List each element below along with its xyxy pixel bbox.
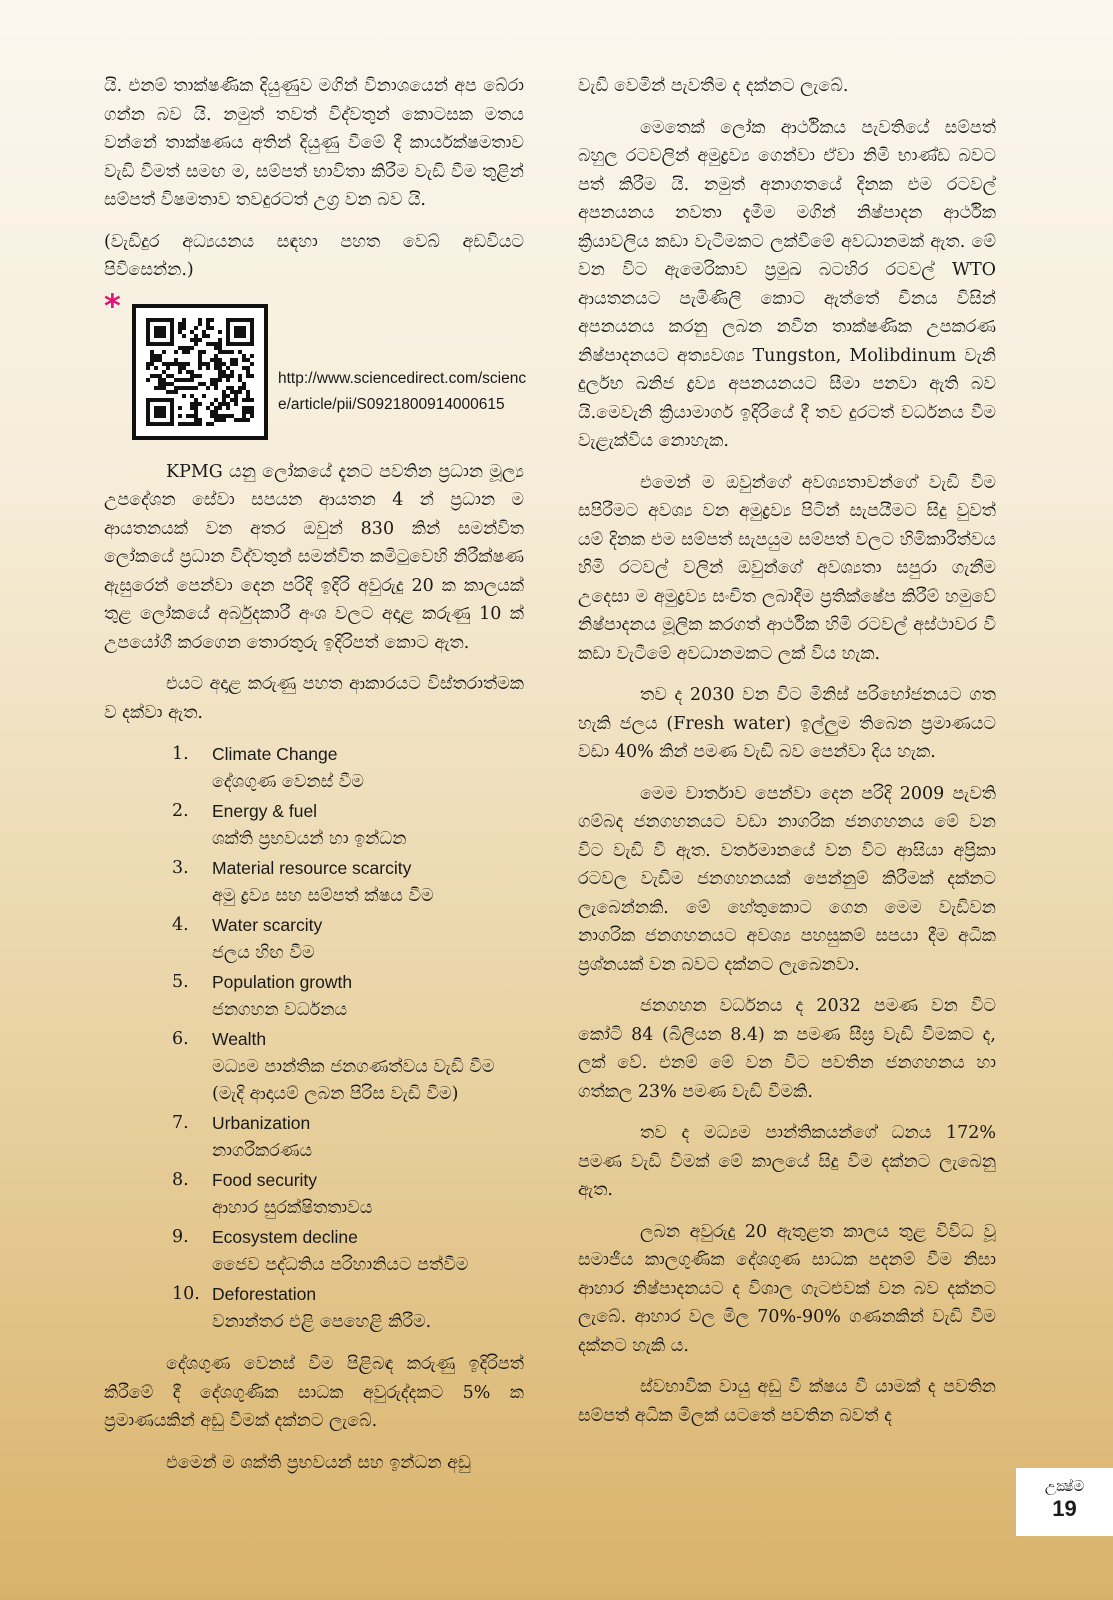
list-item xyxy=(104,968,524,1024)
list-item xyxy=(104,740,524,796)
list-number: 1. xyxy=(172,744,189,764)
list-item-sinhala: ආහාර සුරක්ෂිතතාවය xyxy=(212,1198,373,1218)
paragraph: වැඩි වෙමින් පැවතීම ද දක්නට ලැබේ. xyxy=(578,76,849,96)
paragraph-reference-note: (වැඩිදුර අධ්‍යයනය සඳහා පහත වෙබ් අඩවියට පිවිසෙන්න.) xyxy=(104,231,524,280)
paragraph: ජනගහන වර්ධනය ද 2032 පමණ වන විට කෝටි 84 (බිලියන 8.4) ක පමණ සීඝ්‍ර වැඩි වීමකට ද, ලක් වේ. එනම් මේ වන විට පවතින ජනගහනය හා ගත්කල 23% පමණ වැඩි වීමකි. xyxy=(578,996,996,1102)
list-item xyxy=(104,1109,524,1165)
paragraph: තව ද මධ්‍යම පාන්තිකයන්ගේ ධනය 172% පමණ වැඩි වීමක් මේ කාලයේ සිදු වීම දක්නට ලැබෙනු ඇත. xyxy=(578,1123,996,1200)
list-item-sinhala: ශක්ති ප්‍රභවයන් හා ඉන්ධන xyxy=(212,829,407,849)
magazine-logo: උක්‍ෂ්ම xyxy=(1044,1477,1085,1495)
page-number-badge xyxy=(1016,1468,1113,1536)
qr-reference xyxy=(104,286,527,446)
list-item xyxy=(104,1025,524,1108)
list-item-english: Urbanization xyxy=(212,1113,311,1133)
list-number: 7. xyxy=(172,1113,189,1133)
list-number: 4. xyxy=(172,915,189,935)
paragraph: එමෙන් ම ශක්ති ප්‍රභවයන් සහ ඉන්ධන අඩු xyxy=(166,1452,471,1473)
list-number: 5. xyxy=(172,972,189,992)
list-item-english: Food security xyxy=(212,1170,318,1190)
factor-list xyxy=(104,740,524,1336)
list-number: 10. xyxy=(172,1284,200,1304)
asterisk-icon: * xyxy=(104,286,121,325)
paragraph: මෙතෙක් ලෝක ආර්ථිකය පැවතියේ සම්පත් බහුල රටවලින් අමුද්‍රව්‍ය ගෙන්වා ඒවා නිමි භාණ්ඩ බවට පත් කිරීම යි. නමුත් අනාගතයේ දිනක එම රටවල් අපනයනය නවතා දැමීම මගින් නිෂ්පාදන ආර්ථික ක්‍රියාවලිය කඩා වැටීමකට ලක්වීමේ අවධානමක් ඇත. මේ වන විට ඇමෙරිකාව ප්‍රමුඛ බටහිර රටවල් WTO ආයතනයට පැමිණිලි කොට ඇත්තේ චීනය විසින් අපනයනය කරනු ලබන නවීන තාක්ෂණික උපකරණ නිෂ්පාදනයට අත්‍යවශ්‍ය Tungston, Molibdinum වැනි දුර්ලභ ඛනිජ ද්‍රව්‍ය අපනයනයට සීමා පනවා ඇති බව යි.මෙවැනි ක්‍රියාමාර්ග ඉදිරියේ දී තව දුරටත් වර්ධනය වීම වැළැක්විය නොහැක. xyxy=(578,117,996,451)
list-number: 3. xyxy=(172,858,189,878)
list-number: 8. xyxy=(172,1170,189,1190)
list-item xyxy=(104,1166,524,1222)
list-item-sinhala: මධ්‍යම පාන්තික ජනගණත්වය වැඩි වීම (මැදි ආදායම් ලබන පිරිස වැඩි වීම) xyxy=(212,1057,495,1104)
list-item-english: Population growth xyxy=(212,972,353,992)
paragraph: මෙම වාර්තාව පෙන්වා දෙන පරිදි 2009 පැවති ගම්බද ජනගහනයට වඩා නාගරික ජනගහනය මේ වන විට වැඩි වී ඇත. වර්තමානයේ වන විට ආසියා අප්‍රිකා රටවල වැඩිම ජනගහනයක් පෙන්නුම් කිරීමක් දක්නට ලැබෙන්නකි. මේ හේතුකොට ගෙන මෙම වැඩිවන නාගරික ජනගහනයට අවශ්‍ය පහසුකම් සපයා දීම අධික ප්‍රශ්නයක් වන බවට දක්නට ලැබෙනවා. xyxy=(578,783,996,975)
list-item xyxy=(104,911,524,967)
list-item-sinhala: ජනගහන වර්ධනය xyxy=(212,1000,348,1020)
list-item xyxy=(104,797,524,853)
list-item-english: Wealth xyxy=(212,1029,267,1049)
list-item xyxy=(104,1280,524,1336)
list-item-sinhala: නාගරීකරණය xyxy=(212,1141,313,1161)
paragraph: ලබන අවුරුදු 20 ඇතුළත කාලය තුළ විවිධ වූ සමාජීය කාලගුණික දේශගුණ සාධක පදනම් වීම නිසා ආහාර නිෂ්පාදනයට ද විශාල ගැටළුවක් වන බව දක්නට ලැබේ. ආහාර වල මිල 70%-90% ගණනකින් වැඩි වීම දක්නට හැකි ය. xyxy=(578,1221,996,1356)
list-item-english: Deforestation xyxy=(212,1284,317,1304)
page-number: 19 xyxy=(1052,1496,1077,1521)
list-number: 2. xyxy=(172,801,189,821)
list-item-english: Material resource scarcity xyxy=(212,858,412,878)
paragraph: දේශගුණ වෙනස් වීම පිළිබඳ කරුණු ඉදිරිපත් කිරීමේ දී දේශගුණික සාධක අවුරුද්දකට 5% ක ප්‍රමාණයකින් අඩු වීමක් දක්නට ලැබේ. xyxy=(104,1354,524,1431)
list-item xyxy=(104,1223,524,1279)
list-item-english: Climate Change xyxy=(212,744,338,764)
left-column xyxy=(104,72,527,1490)
list-item-sinhala: අමු ද්‍රව්‍ය සහ සම්පත් ක්ෂය වීම xyxy=(212,886,434,906)
list-item-sinhala: වනාන්තර එළි පෙහෙළි කිරීම. xyxy=(212,1312,432,1332)
list-number: 9. xyxy=(172,1227,189,1247)
paragraph: එමෙන් ම ඔවුන්ගේ අවශ්‍යතාවන්ගේ වැඩි වීම සපිරීමට අවශ්‍ය වන අමුද්‍රව්‍ය පිටින් සැපයීමට සිදු වුවත් යම් දිනක එම සම්පත් සැපයුම සම්පත් වලට හිමිකාරීත්වය හිමි රටවල් වලින් ඔවුන්ගේ අවශ්‍යතා සපුරා ගැනීම උදෙසා ම අමුද්‍රව්‍ය සංචිත ලබාදීම ප්‍රතික්ෂේප කිරීම් හමුවේ නිෂ්පාදනය මූලික කරගත් ආර්ථික හිමි රටවල් අස්ථාවර වී කඩා වැටීමේ අවධානමකට ලක් විය හැක. xyxy=(578,472,996,664)
paragraph: KPMG යනු ලෝකයේ දැනට පවතින ප්‍රධාන මූල්‍ය උපදේශන සේවා සපයන ආයතන 4 න් ප්‍රධාන ම ආයතනයක් වන අතර ඔවුන් 830 කින් සමන්විත ලෝකයේ ප්‍රධාන විද්වතුන් සමන්විත කමිටුවෙහි නිරීක්ෂණ ඇසුරෙන් පෙන්වා දෙන පරිදි ඉදිරි අවුරුදු 20 ක කාලයක් තුළ ලෝකයේ අර්බුදකාරී අංශ වලට අදාළ කරුණු 10 ක් උපයෝගී කරගෙන තොරතුරු ඉදිරිපත් කොට ඇත. xyxy=(104,461,524,653)
list-item-sinhala: ජෛව පද්ධතිය පරිහානියට පත්වීම xyxy=(212,1255,469,1275)
list-item-sinhala: දේශගුණ වෙනස් වීම xyxy=(212,772,364,792)
paragraph: යි. එනම් තාක්ෂණික දියුණුව මගින් විනාශයෙන් අප බේරා ගන්න බව යි. නමුත් තවත් විද්වතුන් කොටසක මතය වන්නේ තාක්ෂණය අතින් දියුණු වීමේ දී කාර්යක්ෂමතාව වැඩි වීමත් සමඟ ම, සම්පත් භාවිතා කිරීම වැඩි වීම තුළින් සම්පත් විෂමතාව තවදුරටත් උග්‍ර වන බව යි. xyxy=(104,76,524,210)
list-item-sinhala: ජලය හිඟ වීම xyxy=(212,943,315,963)
paragraph: ස්වභාවික වායු අඩු වී ක්ෂය වී යාමක් ද පවතින සම්පත් අධික මිලක් යටතේ පවතින බවත් ද xyxy=(578,1377,996,1426)
list-item-english: Ecosystem decline xyxy=(212,1227,358,1247)
list-item xyxy=(104,854,524,910)
qr-code[interactable] xyxy=(132,304,268,440)
paragraph: තව ද 2030 වන විට මිනිස් පරිභෝජනයට ගත හැකි ජලය (Fresh water) ඉල්ලුම තිබෙන ප්‍රමාණයට වඩා 40% කින් පමණ වැඩි බව පෙන්වා දිය හැක. xyxy=(578,685,996,762)
list-item-english: Energy & fuel xyxy=(212,801,318,821)
paragraph: එයට අදාළ කරුණු පහත ආකාරයට විස්තරාත්මක ව දක්වා ඇත. xyxy=(104,674,524,723)
right-column xyxy=(578,72,996,1443)
list-number: 6. xyxy=(172,1029,189,1049)
list-item-english: Water scarcity xyxy=(212,915,323,935)
reference-url[interactable]: http://www.sciencedirect.com/science/article/pii/S0921800914000615 xyxy=(278,369,527,413)
